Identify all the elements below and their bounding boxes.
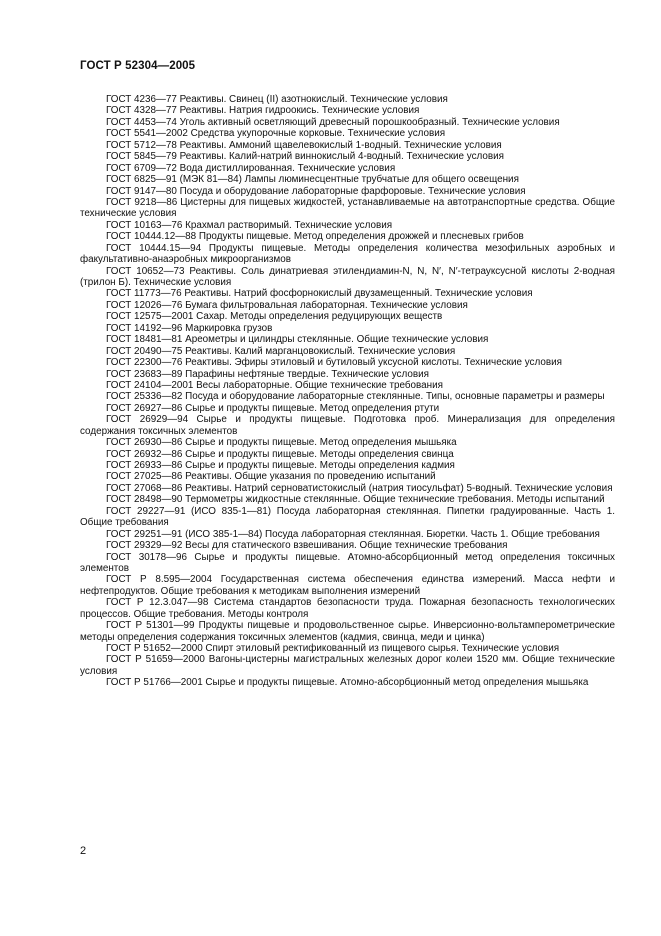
reference-item: ГОСТ 24104—2001 Весы лабораторные. Общие технические требования — [106, 379, 443, 391]
reference-item: ГОСТ 4328—77 Реактивы. Натрия гидроокись. Технические условия — [106, 105, 420, 117]
reference-item: ГОСТ 30178—96 Сырье и продукты пищевые. Атомно-абсорбционный метод определения токсичных элементов — [80, 551, 615, 574]
reference-item: ГОСТ 5845—79 Реактивы. Калий-натрий виннокислый 4-водный. Технические условия — [106, 151, 505, 163]
reference-item: ГОСТ Р 51301—99 Продукты пищевые и продовольственное сырье. Инверсионно-вольтамперометрические методы определения содержания токсичных элементов (кадмия, свинца, меди и цинка) — [80, 620, 615, 643]
reference-item: ГОСТ 9218—86 Цистерны для пищевых жидкостей, устанавливаемые на автотранспортные средства. Общие технические условия — [80, 196, 615, 220]
reference-item: ГОСТ 5712—78 Реактивы. Аммоний щавелевокислый 1-водный. Технические условия — [106, 139, 502, 151]
reference-item: ГОСТ 4236—77 Реактивы. Свинец (II) азотнокислый. Технические условия — [106, 94, 448, 105]
reference-item: ГОСТ Р 8.595—2004 Государственная система обеспечения единства измерений. Масса нефти и нефтепродуктов. Общие требования к методикам выполнения измерений — [80, 574, 615, 597]
reference-item: ГОСТ 29329—92 Весы для статического взвешивания. Общие технические требования — [106, 540, 508, 552]
reference-item: ГОСТ 12575—2001 Сахар. Методы определения редуцирующих веществ — [106, 311, 443, 323]
reference-item: ГОСТ 28498—90 Термометры жидкостные стеклянные. Общие технические требования. Методы испытаний — [106, 494, 605, 506]
page-header: ГОСТ Р 52304—2005 — [80, 60, 196, 72]
reference-item: ГОСТ 10444.12—88 Продукты пищевые. Метод определения дрожжей и плесневых грибов — [106, 231, 524, 243]
reference-item: ГОСТ 10163—76 Крахмал растворимый. Технические условия — [106, 219, 393, 231]
reference-item: ГОСТ 22300—76 Реактивы. Эфиры этиловый и бутиловый уксусной кислоты. Технические условия — [106, 357, 562, 369]
reference-item: ГОСТ 6825—91 (МЭК 81—84) Лампы люминесцентные трубчатые для общего освещения — [106, 174, 519, 186]
reference-item: ГОСТ 10444.15—94 Продукты пищевые. Методы определения количества мезофильных аэробных и факультативно-анаэробных микроорганизмов — [80, 242, 615, 266]
reference-item: ГОСТ 26933—86 Сырье и продукты пищевые. Методы определения кадмия — [106, 460, 455, 471]
reference-item: ГОСТ 10652—73 Реактивы. Соль динатриевая этилендиамин-N, N, N′, N′-тетрауксусной кислоты 2-водная (трилон Б). Технические условия — [80, 265, 615, 288]
reference-item: ГОСТ Р 12.3.047—98 Система стандартов безопасности труда. Пожарная безопасность технологических процессов. Общие требования. Методы контроля — [80, 597, 615, 620]
reference-item: ГОСТ 6709—72 Вода дистиллированная. Технические условия — [106, 162, 396, 174]
reference-item: ГОСТ 12026—76 Бумага фильтровальная лабораторная. Технические условия — [106, 299, 468, 311]
reference-item: ГОСТ 29251—91 (ИСО 385-1—84) Посуда лабораторная стеклянная. Бюретки. Часть 1. Общие требования — [106, 528, 600, 540]
reference-item: ГОСТ 11773—76 Реактивы. Натрий фосфорнокислый двузамещенный. Технические условия — [106, 288, 533, 300]
reference-item: ГОСТ Р 51659—2000 Вагоны-цистерны магистральных железных дорог колеи 1520 мм. Общие технические условия — [80, 654, 615, 677]
reference-item: ГОСТ 26932—86 Сырье и продукты пищевые. Методы определения свинца — [106, 448, 454, 460]
reference-item: ГОСТ 20490—75 Реактивы. Калий марганцовокислый. Технические условия — [106, 345, 456, 357]
reference-item: ГОСТ 26927—86 Сырье и продукты пищевые. Метод определения ртути — [106, 402, 440, 414]
reference-item: ГОСТ 23683—89 Парафины нефтяные твердые. Технические условия — [106, 368, 429, 380]
reference-item: ГОСТ 25336—82 Посуда и оборудование лабораторные стеклянные. Типы, основные параметры и размеры — [106, 391, 605, 403]
reference-item: ГОСТ 4453—74 Уголь активный осветляющий древесный порошкообразный. Технические условия — [106, 116, 560, 128]
reference-item: ГОСТ Р 51766—2001 Сырье и продукты пищевые. Атомно-абсорбционный метод определения мышьяка — [106, 677, 589, 689]
reference-item: ГОСТ 26930—86 Сырье и продукты пищевые. Метод определения мышьяка — [106, 437, 457, 449]
reference-item: ГОСТ 27025—86 Реактивы. Общие указания по проведению испытаний — [106, 471, 436, 483]
reference-item: ГОСТ 14192—96 Маркировка грузов — [106, 322, 273, 334]
references-list — [80, 94, 615, 689]
reference-item: ГОСТ 27068—86 Реактивы. Натрий серноватистокислый (натрия тиосульфат) 5-водный. Технические условия — [106, 482, 613, 494]
reference-item: ГОСТ 26929—94 Сырье и продукты пищевые. Подготовка проб. Минерализация для определения содержания токсичных элементов — [80, 414, 615, 437]
page-number: 2 — [80, 845, 87, 857]
reference-item: ГОСТ 9147—80 Посуда и оборудование лабораторные фарфоровые. Технические условия — [106, 185, 526, 197]
reference-item: ГОСТ 29227—91 (ИСО 835-1—81) Посуда лабораторная стеклянная. Пипетки градуированные. Часть 1. Общие требования — [80, 505, 615, 529]
reference-item: ГОСТ 5541—2002 Средства укупорочные корковые. Технические условия — [106, 128, 446, 140]
reference-item: ГОСТ Р 51652—2000 Спирт этиловый ректификованный из пищевого сырья. Технические условия — [106, 643, 560, 654]
reference-item: ГОСТ 18481—81 Ареометры и цилиндры стеклянные. Общие технические условия — [106, 334, 489, 346]
